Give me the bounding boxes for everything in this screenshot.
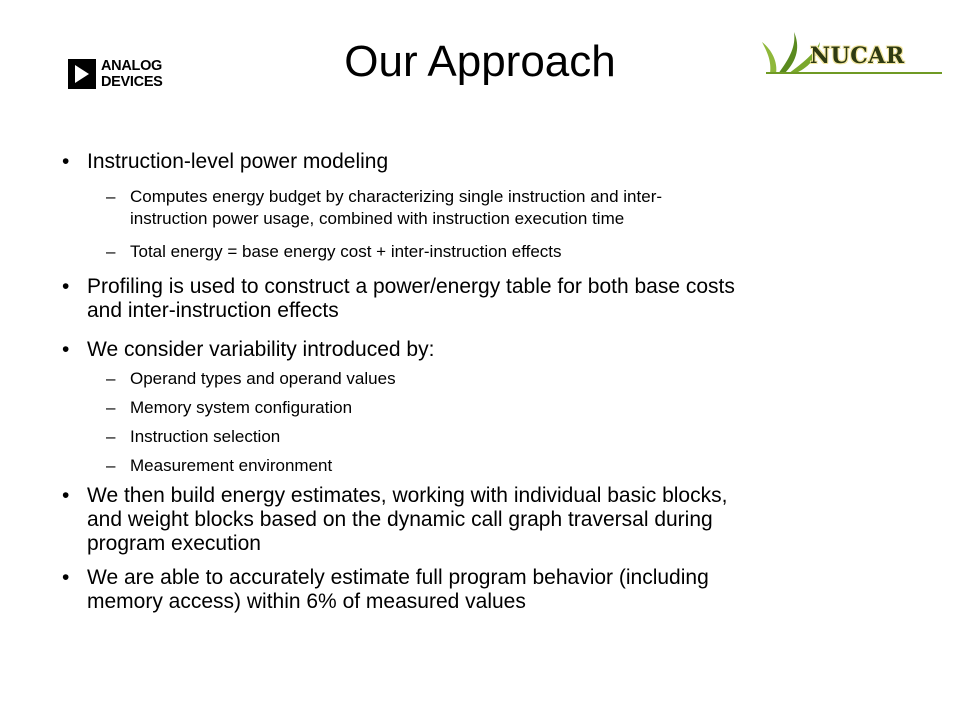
bullet-text: We are able to accurately estimate full program behavior (including xyxy=(87,566,709,589)
sub-bullet-text: Memory system configuration xyxy=(130,398,353,417)
bullet-marker: • xyxy=(62,484,70,507)
sub-bullet-text: instruction power usage, combined with instruction execution time xyxy=(130,209,625,228)
dash-marker: – xyxy=(106,369,116,388)
dash-marker: – xyxy=(106,398,116,417)
sub-bullet-text: Total energy = base energy cost + inter-instruction effects xyxy=(130,242,562,261)
sub-bullet-text: Measurement environment xyxy=(130,456,333,475)
bullet-text: memory access) within 6% of measured values xyxy=(87,590,526,613)
bullet-marker: • xyxy=(62,566,70,589)
nucar-logo xyxy=(760,24,944,80)
bullet-text: program execution xyxy=(87,532,261,555)
sub-bullet-text: Operand types and operand values xyxy=(130,369,396,388)
sub-bullet-text: Instruction selection xyxy=(130,427,281,446)
slide-title: Our Approach xyxy=(344,37,616,86)
bullet-text: and weight blocks based on the dynamic call graph traversal during xyxy=(87,508,713,531)
bullet-text: We consider variability introduced by: xyxy=(87,338,435,361)
dash-marker: – xyxy=(106,456,116,475)
bullet-marker: • xyxy=(62,150,70,173)
bullet-text: Profiling is used to construct a power/energy table for both base costs xyxy=(87,275,735,298)
bullet-text: We then build energy estimates, working with individual basic blocks, xyxy=(87,484,728,507)
dash-marker: – xyxy=(106,187,116,206)
bullet-marker: • xyxy=(62,275,70,298)
bullet-text: Instruction-level power modeling xyxy=(87,150,389,173)
nucar-wordmark: NUCAR xyxy=(810,43,905,69)
bullet-text: and inter-instruction effects xyxy=(87,299,339,322)
logo-line-1: ANALOG xyxy=(101,58,163,74)
bullet-marker: • xyxy=(62,338,70,361)
sub-bullet-text: Computes energy budget by characterizing single instruction and inter- xyxy=(130,187,663,206)
logo-line-2: DEVICES xyxy=(101,74,163,90)
dash-marker: – xyxy=(106,242,116,261)
dash-marker: – xyxy=(106,427,116,446)
